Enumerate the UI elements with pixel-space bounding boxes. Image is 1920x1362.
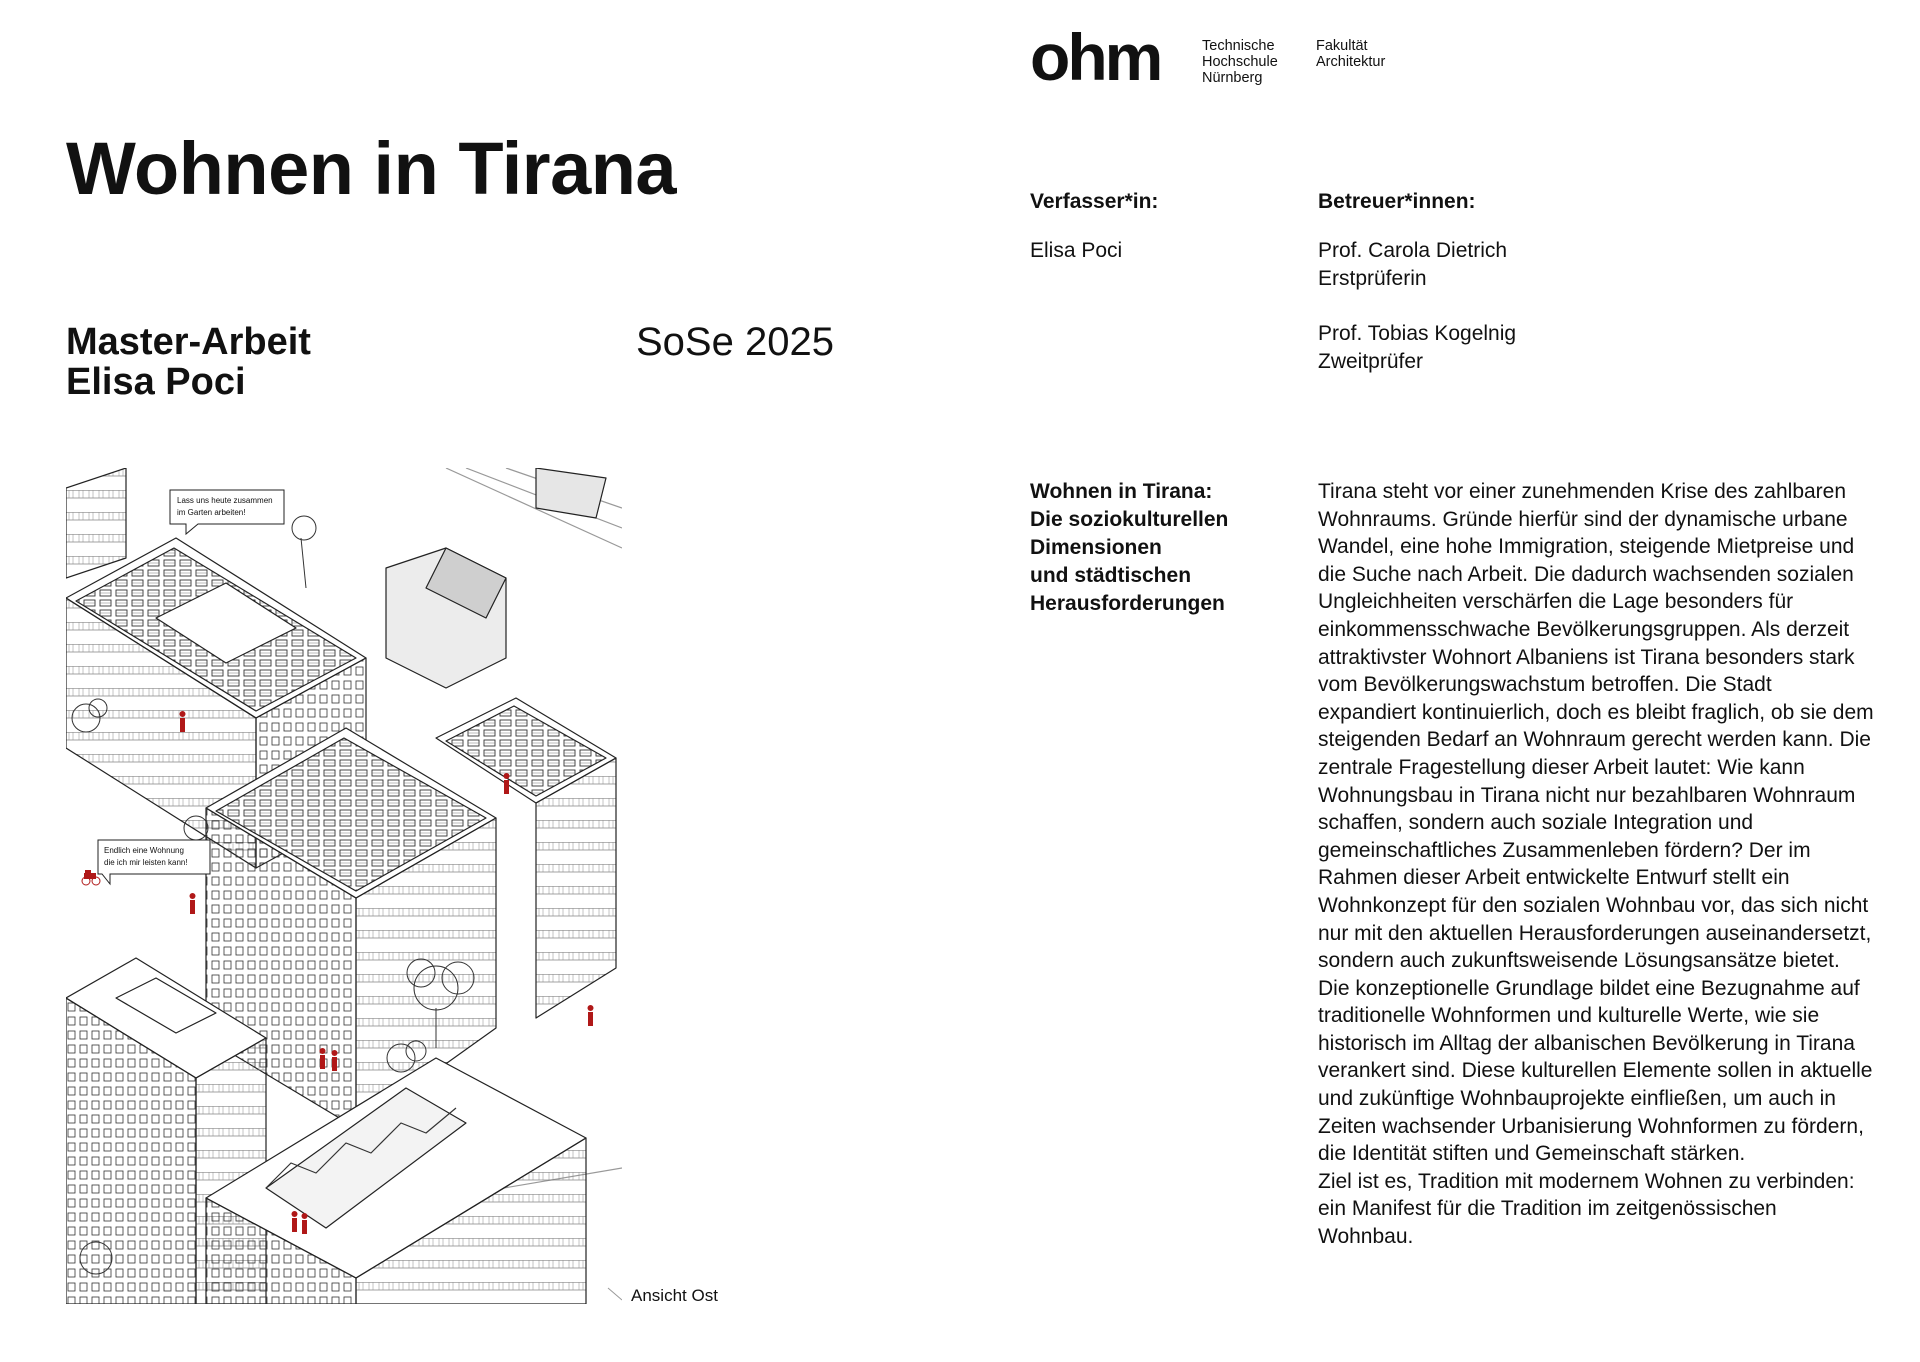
page-title: Wohnen in Tirana	[66, 127, 677, 210]
author-label: Verfasser*in:	[1030, 190, 1159, 213]
thesis-type: Master-Arbeit	[66, 321, 311, 363]
speech-bubble-1	[170, 490, 284, 534]
supervisor-role: Zweitprüfer	[1318, 350, 1424, 373]
drawing-caption: Ansicht Ost	[631, 1286, 718, 1305]
ohm-wordmark: ohm	[1030, 24, 1161, 90]
thesis-title-line: und städtischen	[1030, 564, 1192, 587]
axonometric-drawing-svg	[66, 468, 622, 1304]
faculty-name	[1316, 38, 1385, 70]
supervisor-name: Prof. Carola Dietrich	[1318, 239, 1508, 262]
semester-label: SoSe 2025	[636, 320, 834, 364]
speech-bubble-2-line1: Endlich eine Wohnung	[104, 846, 184, 855]
supervisor-name: Prof. Tobias Kogelnig	[1318, 322, 1517, 345]
supervisor-role: Erstprüferin	[1318, 267, 1427, 290]
ohm-logo	[1030, 24, 1194, 95]
institution-line: Nürnberg	[1202, 70, 1263, 86]
thesis-title-line: Die soziokulturellen	[1030, 508, 1229, 531]
faculty-line: Architektur	[1316, 54, 1386, 70]
author-name: Elisa Poci	[1030, 239, 1123, 262]
speech-bubble-2-line2: die ich mir leisten kann!	[104, 858, 188, 867]
thesis-title-line: Herausforderungen	[1030, 592, 1225, 615]
supervisors-label: Betreuer*innen:	[1318, 190, 1476, 213]
institution-line: Technische	[1202, 38, 1275, 54]
thesis-title-line: Dimensionen	[1030, 536, 1162, 559]
thesis-title-line: Wohnen in Tirana:	[1030, 480, 1213, 503]
axonometric-drawing	[66, 468, 622, 1304]
thesis-full-title	[1030, 478, 1228, 618]
institution-line: Hochschule	[1202, 54, 1278, 70]
abstract-paragraph: Ziel ist es, Tradition mit modernem Wohnen zu verbinden: ein Manifest für die Tradition im zeitgenössischen Wohnbau.	[1318, 1169, 1855, 1249]
faculty-line: Fakultät	[1316, 38, 1368, 54]
ohm-logo-mark	[1030, 24, 1194, 90]
subtitle-block	[66, 322, 311, 402]
abstract-text	[1318, 478, 1874, 1251]
speech-bubble-1-line1: Lass uns heute zusammen	[177, 496, 273, 505]
abstract-paragraph: Tirana steht vor einer zunehmenden Krise des zahlbaren Wohnraums. Gründe hierfür sind der dynamische urbane Wandel, eine hohe Immigration, steigende Mietpreise und die Suche nach Arbeit. Die dadurch wachsenden sozialen Ungleichheiten verschärfen die Lage besonders für einkommensschwache Bevölkerungsgruppen. Als derzeit attraktivster Wohnort Albaniens ist Tirana besonders stark vom Bevölkerungswachstum betroffen. Die Stadt expandiert kontinuierlich, doch es bleibt fraglich, ob sie dem steigenden Bedarf an Wohnraum gerecht werden kann. Die zentrale Fragestellung dieser Arbeit lautet: Wie kann Wohnungsbau in Tirana nicht nur bezahlbaren Wohnraum schaffen, sondern auch soziale Integration und gemeinschaftliches Zusammenleben fördern? Der im Rahmen dieser Arbeit entwickelte Entwurf stellt ein Wohnkonzept für den sozialen Wohnbau vor, das sich nicht nur mit den aktuellen Herausforderungen auseinandersetzt, sondern auch zukunftsweisende Lösungsansätze bietet. Die konzeptionelle Grundlage bildet eine Bezugnahme auf traditionelle Wohnformen und kulturelle Werte, wie sie historisch im Alltag der albanischen Bevölkerung in Tirana verankert sind. Diese kulturellen Elemente sollen in aktuelle und zukünftige Wohnbauprojekte einfließen, um auch in Zeiten wachsender Urbanisierung Wohnformen zu fördern, die Identität stiften und Gemeinschaft stärken.	[1318, 480, 1874, 1166]
supervisor-1	[1318, 237, 1507, 293]
speech-bubble-2	[98, 840, 210, 884]
speech-bubble-1-line2: im Garten arbeiten!	[177, 508, 246, 517]
institution-name	[1202, 38, 1278, 86]
author-name-heading: Elisa Poci	[66, 361, 246, 403]
supervisor-2	[1318, 320, 1516, 376]
